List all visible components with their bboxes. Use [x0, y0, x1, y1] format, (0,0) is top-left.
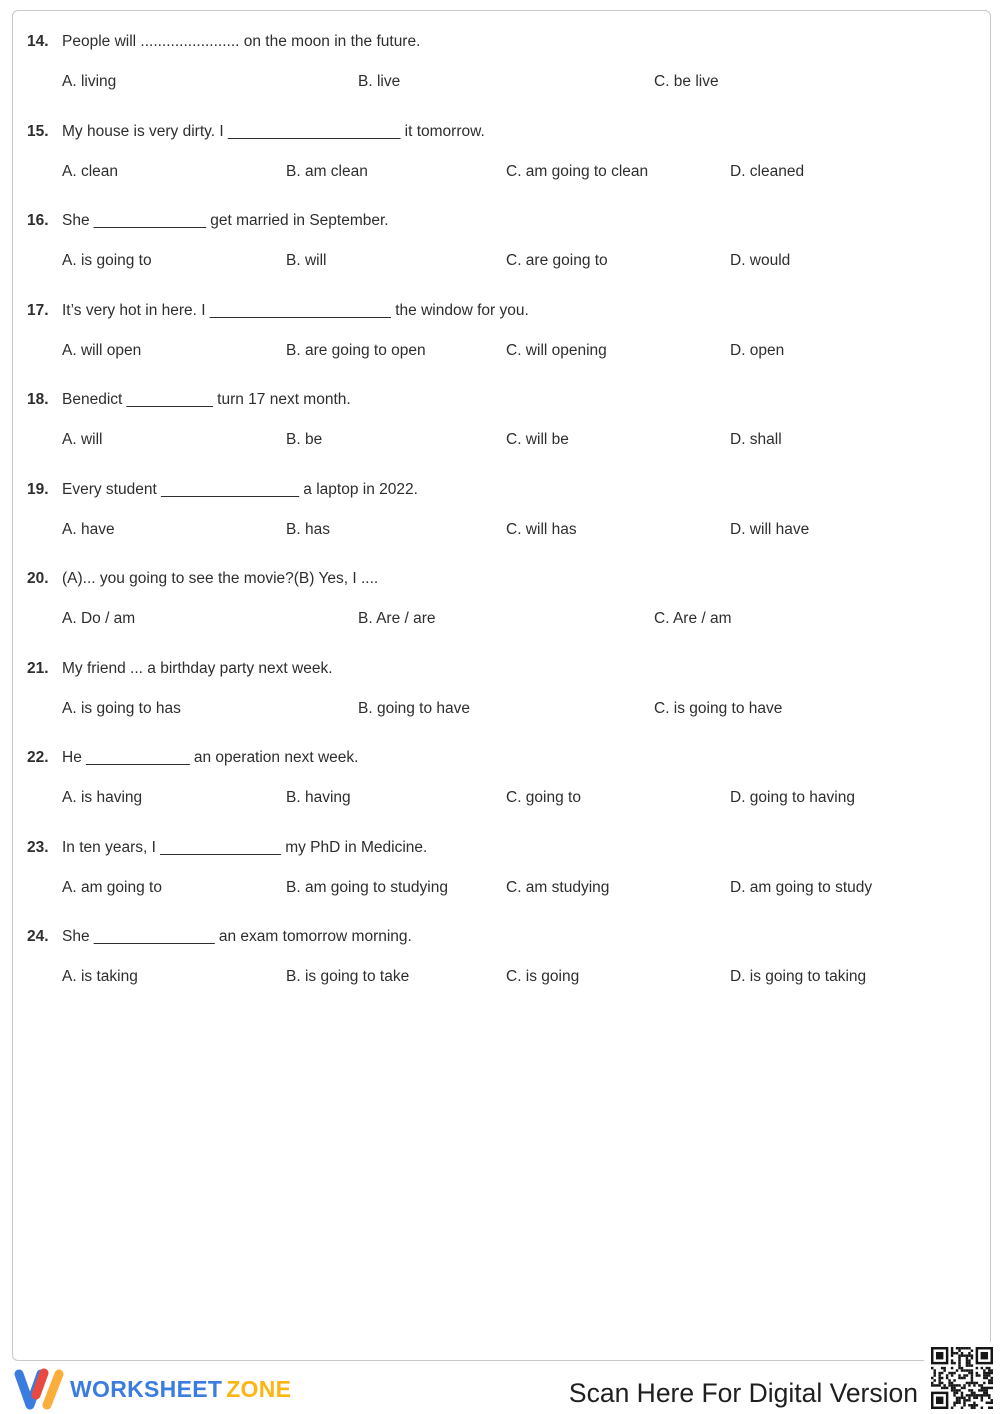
question-number: 19.: [27, 480, 49, 498]
question-text: In ten years, I ______________ my PhD in Medicine.: [62, 838, 428, 856]
question-number: 21.: [27, 659, 49, 677]
option-d: D. shall: [730, 431, 782, 448]
question-text: She _____________ get married in September.: [62, 212, 389, 229]
option-a: A. is going to: [62, 252, 152, 269]
option-c: C. will be: [506, 431, 569, 448]
option-b: B. having: [286, 789, 351, 806]
question-number: 22.: [27, 749, 49, 766]
option-b: B. Are / are: [358, 610, 436, 627]
option-b: B. is going to take: [286, 968, 410, 985]
option-a: A. Do / am: [62, 610, 136, 627]
option-c: C. is going to have: [654, 699, 783, 717]
question-number: 23.: [27, 838, 49, 856]
question-block: [13, 210, 990, 274]
question-text: She ______________ an exam tomorrow morning.: [62, 928, 412, 945]
question-block: [13, 747, 990, 811]
question-block: [13, 837, 990, 901]
question-block: [13, 121, 990, 185]
question-number: 24.: [27, 928, 49, 945]
option-a: A. is going to has: [62, 699, 181, 717]
brand-text: [70, 1376, 291, 1403]
question-text: People will ....................... on the moon in the future.: [62, 33, 421, 50]
option-b: B. live: [358, 73, 401, 90]
question-number: 15.: [27, 122, 49, 140]
brand-word-zone: ZONE: [226, 1376, 292, 1402]
question-text: It’s very hot in here. I _____________________ the window for you.: [62, 301, 529, 319]
logo-w-icon: [14, 1366, 64, 1413]
option-c: C. is going: [506, 968, 580, 985]
question-number: 16.: [27, 212, 49, 229]
option-b: B. are going to open: [286, 341, 426, 359]
question-text: (A)... you going to see the movie?(B) Yes, I ....: [62, 570, 379, 587]
worksheetzone-logo: [14, 1366, 291, 1413]
option-d: D. am going to study: [730, 878, 873, 896]
option-a: A. is having: [62, 789, 143, 806]
option-b: B. has: [286, 520, 330, 538]
option-c: C. Are / am: [654, 610, 732, 627]
question-block: [13, 31, 990, 95]
question-number: 20.: [27, 570, 49, 587]
option-a: A. is taking: [62, 968, 138, 985]
option-d: D. cleaned: [730, 162, 805, 180]
option-c: C. will has: [506, 520, 577, 538]
qr-code: [924, 1342, 1000, 1414]
question-block: [13, 926, 990, 990]
option-c: C. be live: [654, 73, 719, 90]
option-b: B. am clean: [286, 162, 368, 180]
question-text: My house is very dirty. I ____________________ it tomorrow.: [62, 122, 485, 140]
worksheet-content-box: [12, 10, 991, 1361]
option-d: D. will have: [730, 520, 810, 538]
option-a: A. will open: [62, 341, 142, 359]
option-a: A. will: [62, 431, 103, 448]
option-d: D. open: [730, 341, 785, 359]
option-d: D. going to having: [730, 789, 855, 806]
option-c: C. am going to clean: [506, 162, 649, 180]
question-text: Every student ________________ a laptop in 2022.: [62, 480, 418, 498]
brand-word-worksheet: WORKSHEET: [70, 1376, 223, 1402]
scan-here-label: Scan Here For Digital Version: [568, 1378, 918, 1408]
option-d: D. is going to taking: [730, 968, 867, 985]
option-c: C. are going to: [506, 252, 608, 269]
option-c: C. will opening: [506, 341, 607, 359]
option-b: B. am going to studying: [286, 878, 448, 896]
option-a: A. am going to: [62, 878, 162, 896]
question-text: He ____________ an operation next week.: [62, 749, 359, 766]
question-number: 14.: [27, 33, 49, 50]
question-number: 18.: [27, 391, 49, 408]
question-list: [13, 11, 990, 1360]
option-b: B. going to have: [358, 699, 471, 717]
question-block: [13, 479, 990, 543]
option-d: D. would: [730, 252, 791, 269]
option-c: C. going to: [506, 789, 581, 806]
option-a: A. clean: [62, 162, 119, 180]
qr-code-icon: [931, 1347, 993, 1409]
option-b: B. be: [286, 431, 323, 448]
option-b: B. will: [286, 252, 327, 269]
question-block: [13, 300, 990, 364]
question-text: My friend ... a birthday party next week.: [62, 659, 333, 677]
question-text: Benedict __________ turn 17 next month.: [62, 391, 351, 408]
option-c: C. am studying: [506, 878, 610, 896]
option-a: A. have: [62, 520, 115, 538]
option-a: A. living: [62, 73, 117, 90]
question-block: [13, 389, 990, 453]
question-block: [13, 568, 990, 632]
question-block: [13, 658, 990, 722]
question-number: 17.: [27, 301, 49, 319]
